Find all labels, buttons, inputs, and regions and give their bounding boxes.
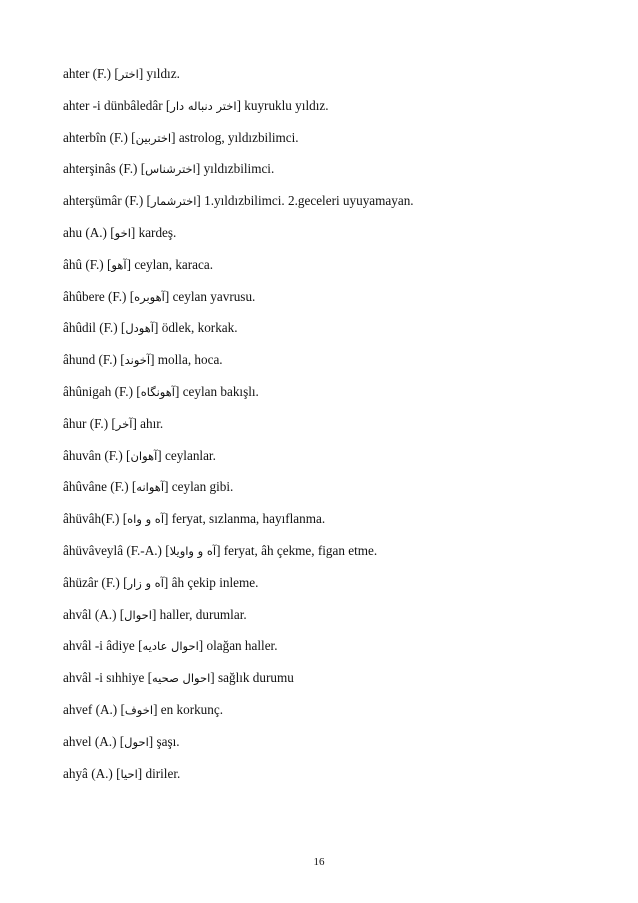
entry-arabic: آهوان — [130, 448, 158, 463]
entry-term: âhuvân (F.) — [63, 447, 123, 463]
entry-term: ahyâ (A.) — [63, 765, 113, 781]
entry-definition: âh çekip inleme. — [171, 574, 259, 590]
entry-definition: haller, durumlar. — [159, 606, 247, 622]
dictionary-entry: ahter -i dünbâledâr [اختر دنباله دار] kuyruklu yıldız. — [63, 97, 329, 113]
entry-definition: diriler. — [145, 765, 181, 781]
page-number: 16 — [313, 856, 325, 868]
entry-term: âhur (F.) — [63, 415, 109, 431]
entry-definition: kardeş. — [138, 224, 177, 240]
entry-arabic: آخوند — [124, 353, 151, 368]
dictionary-entry: âhund (F.) [آخوند] molla, hoca. — [63, 352, 223, 368]
entry-term: ahterşinâs (F.) — [63, 161, 138, 177]
entry-definition: olağan haller. — [206, 638, 278, 654]
entry-definition: ceylan bakışlı. — [182, 383, 259, 399]
entry-term: ahterbîn (F.) — [63, 129, 128, 145]
entry-arabic: اختربين — [135, 130, 172, 145]
dictionary-entry: ahterşümâr (F.) [اخترشمار] 1.yıldızbilimci. 2.geceleri uyuyamayan. — [63, 193, 414, 209]
entry-term: âhûdil (F.) — [63, 320, 118, 336]
entry-definition: yıldız. — [146, 66, 180, 81]
entry-arabic: اختر — [118, 67, 139, 81]
entry-term: âhüvâh(F.) — [63, 511, 120, 527]
entry-arabic: اخترشناس — [145, 162, 196, 177]
dictionary-entry: ahvâl (A.) [احوال] haller, durumlar. — [63, 606, 247, 622]
entry-definition: astrolog, yıldızbilimci. — [178, 129, 299, 145]
entry-term: ahu (A.) — [63, 224, 107, 240]
entry-term: ahvâl -i sıhhiye — [63, 670, 145, 686]
entry-definition: molla, hoca. — [157, 352, 223, 368]
dictionary-entry: ahter (F.) [اختر] yıldız. — [63, 66, 180, 81]
entry-arabic: اخوف — [124, 702, 154, 717]
entry-arabic: آه و واه — [127, 512, 165, 527]
entry-arabic: احوال — [124, 607, 152, 622]
dictionary-entry: âhur (F.) [آخر] ahır. — [63, 415, 164, 431]
entry-definition: sağlık durumu — [218, 670, 294, 686]
dictionary-entry: âhüvâh(F.) [آه و واه] feryat, sızlanma, hayıflanma. — [63, 511, 326, 527]
dictionary-entry: âhû (F.) [آهو] ceylan, karaca. — [63, 256, 214, 272]
entry-arabic: آهوانه — [136, 480, 165, 495]
entry-term: âhund (F.) — [63, 352, 117, 368]
entry-arabic: احول — [124, 734, 149, 749]
entry-term: ahvâl (A.) — [63, 606, 117, 622]
dictionary-entry: âhûvâne (F.) [آهوانه] ceylan gibi. — [63, 479, 234, 495]
entry-arabic: آهونگاه — [140, 384, 175, 399]
dictionary-entry: ahvâl -i âdiye [احوال عاديه] olağan haller. — [63, 638, 278, 654]
entry-definition: ceylan, karaca. — [134, 256, 214, 272]
entry-definition: feryat, sızlanma, hayıflanma. — [171, 511, 326, 527]
dictionary-entry: âhüvâveylâ (F.-A.) [آه و واويلا] feryat, âh çekme, figan etme. — [63, 542, 378, 558]
dictionary-entry: ahterşinâs (F.) [اخترشناس] yıldızbilimci. — [63, 161, 275, 177]
entry-arabic: آهو — [111, 257, 127, 272]
entry-definition: ahır. — [140, 415, 164, 431]
entry-term: âhûvâne (F.) — [63, 479, 129, 495]
entry-definition: kuyruklu yıldız. — [244, 97, 329, 113]
dictionary-entry: âhûbere (F.) [آهوبره] ceylan yavrusu. — [63, 288, 256, 304]
entry-arabic: اخترشمار — [150, 194, 197, 209]
entry-term: ahvâl -i âdiye — [63, 638, 135, 654]
entry-definition: yıldızbilimci. — [203, 161, 275, 177]
entry-definition: ödlek, korkak. — [161, 320, 238, 336]
entry-arabic: آهوبره — [134, 289, 165, 304]
entry-arabic: آهودل — [125, 321, 155, 336]
entry-term: âhû (F.) — [63, 256, 104, 272]
entry-term: âhûnigah (F.) — [63, 383, 133, 399]
dictionary-entry: ahvef (A.) [اخوف] en korkunç. — [63, 701, 224, 717]
entry-arabic: آه و زار — [127, 575, 164, 590]
entry-definition: 1.yıldızbilimci. 2.geceleri uyuyamayan. — [204, 193, 414, 209]
entry-definition: en korkunç. — [160, 701, 224, 717]
entry-term: ahter -i dünbâledâr — [63, 97, 163, 113]
entry-arabic: آخر — [115, 416, 133, 431]
dictionary-entry: âhûdil (F.) [آهودل] ödlek, korkak. — [63, 320, 238, 336]
dictionary-entry: ahu (A.) [اخو] kardeş. — [63, 224, 177, 240]
entry-arabic: احيا — [120, 766, 138, 781]
entry-arabic: احوال عاديه — [142, 639, 199, 654]
entry-definition: feryat, âh çekme, figan etme. — [223, 542, 378, 558]
entry-arabic: احوال صحيه — [152, 671, 211, 686]
entry-term: âhûbere (F.) — [63, 288, 127, 304]
entry-term: âhüvâveylâ (F.-A.) — [63, 542, 162, 558]
dictionary-entry: ahterbîn (F.) [اختربين] astrolog, yıldızbilimci. — [63, 129, 299, 145]
dictionary-entry-list — [63, 64, 583, 795]
dictionary-entry: ahvâl -i sıhhiye [احوال صحيه] sağlık durumu — [63, 670, 294, 686]
entry-term: ahvel (A.) — [63, 733, 117, 749]
entry-term: ahterşümâr (F.) — [63, 193, 144, 209]
dictionary-entry: ahyâ (A.) [احيا] diriler. — [63, 765, 181, 781]
entry-arabic: اخو — [114, 225, 131, 240]
entry-term: âhüzâr (F.) — [63, 574, 120, 590]
dictionary-entry: âhüzâr (F.) [آه و زار] âh çekip inleme. — [63, 574, 259, 590]
dictionary-entry: âhuvân (F.) [آهوان] ceylanlar. — [63, 447, 216, 463]
dictionary-entry: ahvel (A.) [احول] şaşı. — [63, 733, 180, 749]
entry-definition: ceylanlar. — [165, 447, 216, 463]
dictionary-entry: âhûnigah (F.) [آهونگاه] ceylan bakışlı. — [63, 383, 259, 399]
entry-arabic: اختر دنباله دار — [170, 98, 237, 113]
entry-term: ahter (F.) — [63, 66, 112, 81]
entry-definition: ceylan gibi. — [171, 479, 234, 495]
entry-definition: ceylan yavrusu. — [172, 288, 256, 304]
entry-definition: şaşı. — [156, 733, 180, 749]
entry-arabic: آه و واويلا — [169, 543, 217, 558]
entry-term: ahvef (A.) — [63, 701, 118, 717]
